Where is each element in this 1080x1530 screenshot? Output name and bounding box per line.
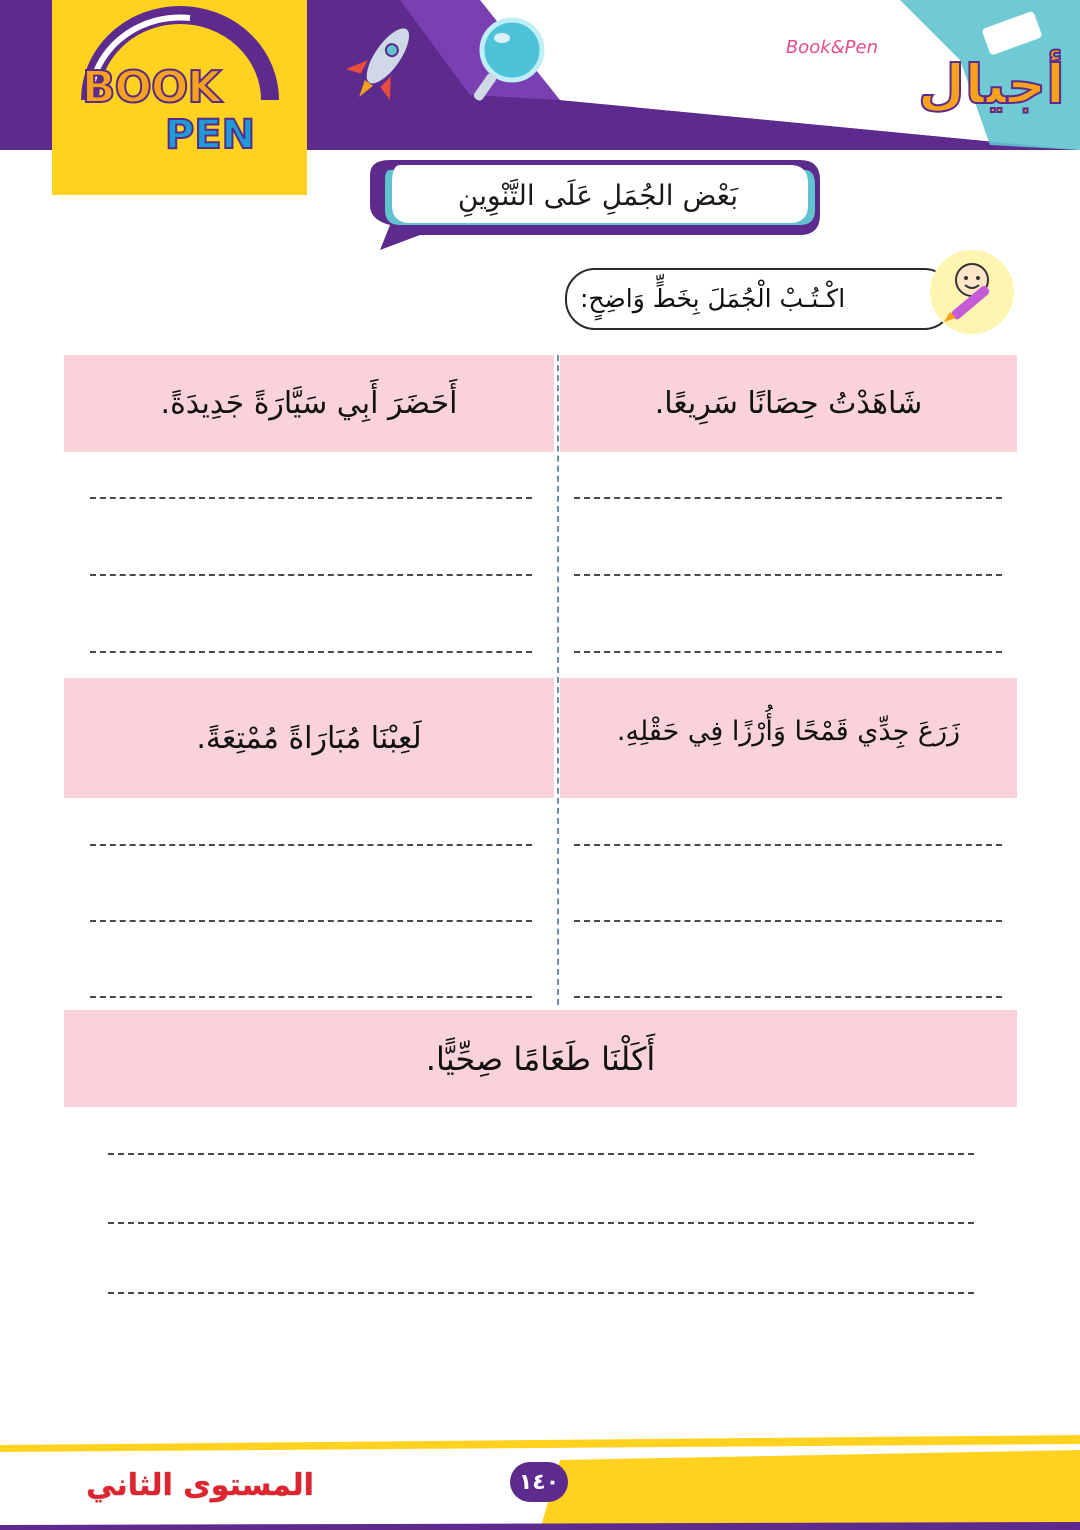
level-label: المستوى الثاني <box>86 1467 314 1503</box>
writing-line[interactable] <box>108 1292 974 1294</box>
sentence-cell-row3-full: أَكَلْنَا طَعَامًا صِحِّيًّا. <box>64 1010 1017 1107</box>
page-number: ١٤٠ <box>510 1462 568 1502</box>
column-divider <box>557 355 559 1005</box>
writing-line[interactable] <box>574 497 1002 499</box>
rocket-icon <box>340 10 430 110</box>
writing-line[interactable] <box>574 651 1002 653</box>
instruction-text: اكْـتُـبْ الْجُمَلَ بِخَطٍّ وَاضِحٍ: <box>580 283 846 313</box>
logo-pen-text: PEN <box>165 112 256 158</box>
kid-writing-icon <box>928 248 1016 336</box>
sentence-cell-row1-left: أَحَضَرَ أَبِي سَيَّارَةً جَدِيدَةً. <box>64 355 554 452</box>
writing-line[interactable] <box>90 844 532 846</box>
magnifier-icon <box>470 12 550 107</box>
writing-line[interactable] <box>108 1222 974 1224</box>
writing-line[interactable] <box>574 920 1002 922</box>
page-title: بَعْض الجُمَلِ عَلَى التَّنْوِينِ <box>457 178 739 212</box>
writing-line[interactable] <box>574 574 1002 576</box>
writing-line[interactable] <box>574 996 1002 998</box>
writing-line[interactable] <box>574 844 1002 846</box>
sentence-cell-row2-left: لَعِبْنَا مُبَارَاةً مُمْتِعَةً. <box>64 678 554 798</box>
sentence-cell-row2-right: زَرَعَ جِدِّي قَمْحًا وَأُرْزًا فِي حَقْلِهِ. <box>560 678 1017 798</box>
writing-line[interactable] <box>90 651 532 653</box>
writing-line[interactable] <box>90 574 532 576</box>
writing-line[interactable] <box>90 996 532 998</box>
writing-line[interactable] <box>90 497 532 499</box>
logo-book-text: BOOK <box>82 62 221 113</box>
writing-line[interactable] <box>90 920 532 922</box>
brand-logo <box>728 18 1065 118</box>
brand-title-text: أجيال <box>918 53 1065 116</box>
writing-line[interactable] <box>108 1153 974 1155</box>
sentence-cell-row1-right: شَاهَدْتُ حِصَانًا سَرِيعًا. <box>560 355 1017 452</box>
brand-subtitle: Book&Pen <box>785 37 878 58</box>
